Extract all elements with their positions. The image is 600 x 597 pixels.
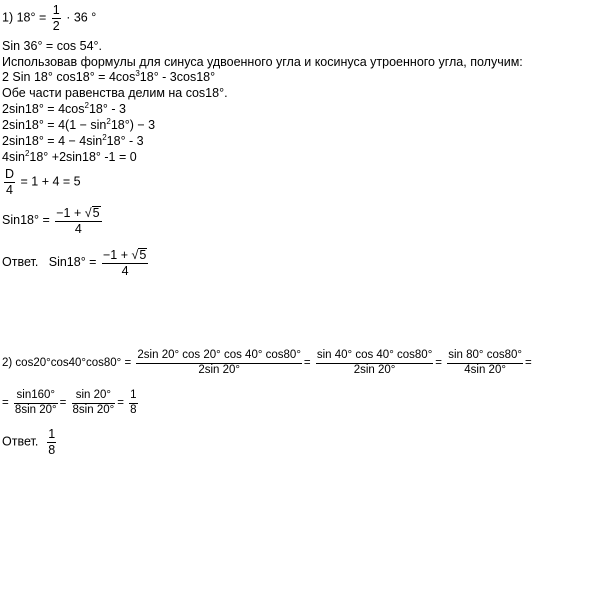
line-11 bbox=[2, 206, 104, 235]
numerator: −1 + √5 bbox=[102, 248, 147, 262]
line-6-b: 18° - 3 bbox=[88, 102, 126, 116]
fraction-3 bbox=[447, 350, 523, 376]
fraction-d-over-4 bbox=[4, 168, 15, 196]
sqrt-radicand: 5 bbox=[92, 206, 100, 220]
part2-lhs: 2) cos20°cos40°cos80° = bbox=[2, 357, 132, 370]
equals-sign: = bbox=[435, 357, 443, 370]
line-4-b: 18° - 3cos18° bbox=[139, 70, 216, 84]
denominator: 8sin 20° bbox=[72, 403, 115, 416]
line-2: Sin 36° = cos 54°. bbox=[2, 39, 102, 53]
numerator-a: −1 + bbox=[102, 248, 132, 262]
denominator: 8 bbox=[130, 403, 137, 416]
line-11-lhs: Sin18° = bbox=[2, 212, 50, 227]
part2-line-2 bbox=[2, 390, 140, 416]
line-7-b: 18°) − 3 bbox=[110, 118, 156, 132]
numerator: D bbox=[5, 167, 15, 181]
denominator: 2sin 20° bbox=[198, 363, 240, 376]
line-7-a: 2sin18° = 4(1 − sin bbox=[2, 118, 107, 132]
line-9-b: 18° +2sin18° -1 = 0 bbox=[29, 150, 137, 164]
fraction-1 bbox=[136, 350, 302, 376]
line-4-a: 2 Sin 18° cos18° = 4cos bbox=[2, 70, 136, 84]
line-1 bbox=[2, 4, 96, 32]
line-8 bbox=[2, 135, 144, 148]
exponent: 3 bbox=[135, 69, 140, 78]
numerator: 1 bbox=[129, 390, 137, 404]
fraction-answer bbox=[102, 248, 148, 277]
line-6 bbox=[2, 103, 126, 116]
denominator: 8 bbox=[48, 442, 56, 457]
numerator: sin160° bbox=[14, 390, 58, 404]
line-9-a: 4sin bbox=[2, 150, 25, 164]
equals-sign: = bbox=[2, 397, 9, 410]
line-9 bbox=[2, 151, 137, 164]
line-8-a: 2sin18° = 4 − 4sin bbox=[2, 134, 103, 148]
numerator: −1 + √5 bbox=[56, 206, 100, 220]
numerator: sin 80° cos80° bbox=[447, 350, 523, 364]
equals-sign: = bbox=[59, 397, 67, 410]
line-1-suffix: · 36 ° bbox=[66, 10, 97, 25]
fraction-one-half bbox=[52, 4, 61, 32]
denominator: 8sin 20° bbox=[14, 403, 57, 416]
numerator-a: −1 + bbox=[56, 206, 85, 220]
fraction-answer-1-8 bbox=[47, 428, 56, 456]
numerator: 1 bbox=[48, 427, 56, 441]
line-10-rest: = 1 + 4 = 5 bbox=[20, 174, 81, 189]
line-6-a: 2sin18° = 4cos bbox=[2, 102, 85, 116]
sqrt-radicand: 5 bbox=[139, 248, 147, 262]
part2-answer bbox=[2, 428, 58, 456]
numerator: sin 40° cos 40° cos80° bbox=[316, 350, 433, 364]
line-4 bbox=[2, 71, 215, 84]
line-8-b: 18° - 3 bbox=[106, 134, 144, 148]
denominator: 4 bbox=[121, 263, 129, 278]
numerator: sin 20° bbox=[72, 390, 116, 404]
line-10 bbox=[2, 168, 81, 196]
answer-label: Ответ. bbox=[2, 254, 39, 269]
fraction-4 bbox=[14, 390, 58, 416]
denominator: 4 bbox=[6, 182, 13, 197]
line-12-answer bbox=[2, 248, 150, 277]
denominator: 4sin 20° bbox=[464, 363, 506, 376]
exponent: 2 bbox=[84, 101, 89, 110]
answer-lhs: Sin18° = bbox=[48, 254, 97, 269]
part2-line-1 bbox=[2, 350, 532, 376]
denominator: 2sin 20° bbox=[353, 363, 396, 376]
fraction-6 bbox=[129, 390, 137, 416]
exponent: 2 bbox=[102, 133, 107, 142]
fraction-2 bbox=[316, 350, 433, 376]
numerator: 1 bbox=[52, 3, 60, 17]
denominator: 2 bbox=[52, 18, 60, 33]
line-7 bbox=[2, 119, 155, 132]
fraction-sin18-value bbox=[55, 206, 101, 235]
numerator: 2sin 20° cos 20° cos 40° cos80° bbox=[136, 350, 302, 364]
exponent: 2 bbox=[24, 149, 30, 158]
fraction-5 bbox=[72, 390, 116, 416]
line-5: Обе части равенства делим на cos18°. bbox=[2, 86, 228, 100]
exponent: 2 bbox=[106, 117, 111, 126]
equals-sign: = bbox=[525, 357, 532, 370]
equals-sign: = bbox=[303, 357, 311, 370]
equals-sign: = bbox=[117, 397, 124, 410]
line-1-prefix: 1) 18° = bbox=[2, 10, 47, 25]
answer-label: Ответ. bbox=[2, 434, 39, 449]
denominator: 4 bbox=[74, 221, 82, 236]
line-3: Использовав формулы для синуса удвоенного угла и косинуса утроенного угла, получим: bbox=[2, 55, 523, 69]
